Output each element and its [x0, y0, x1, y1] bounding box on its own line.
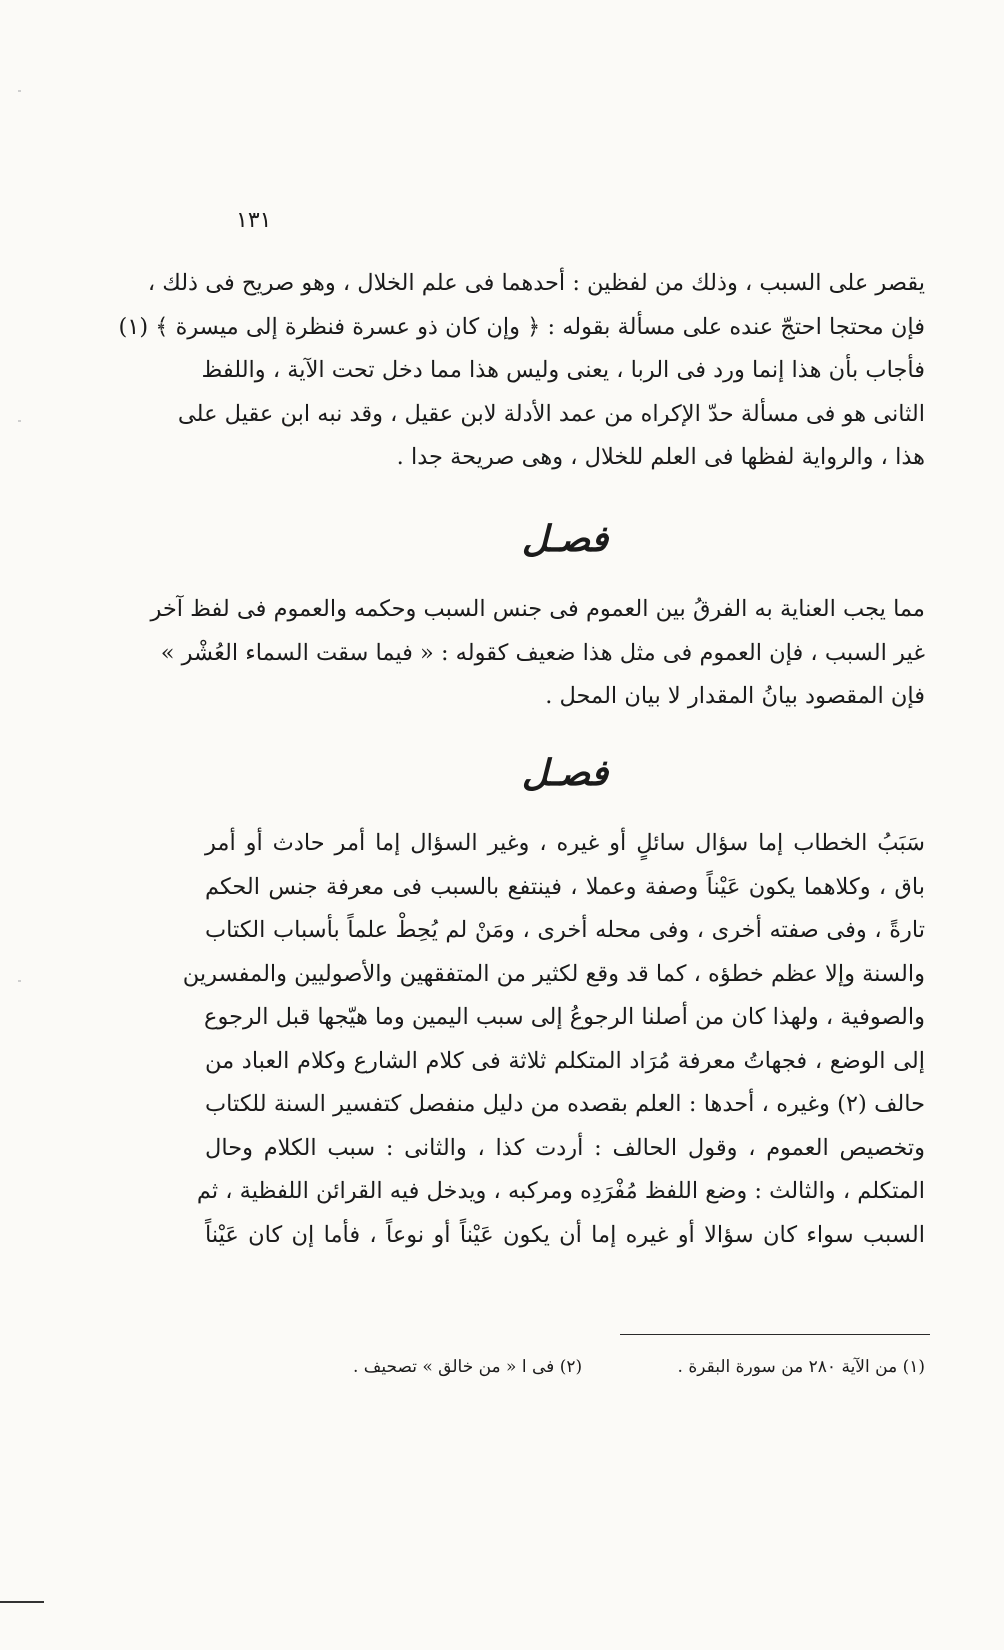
text-line: فأجاب بأن هذا إنما ورد فى الربا ، يعنى وليس هذا مما دخل تحت الآية ، واللفظ	[201, 357, 925, 383]
text-line: يقصر على السبب ، وذلك من لفظين : أحدهما فى علم الخلال ، وهو صريح فى ذلك ،	[147, 270, 925, 296]
text-line: هذا ، والرواية لفظها فى العلم للخلال ، وهى صريحة جدا .	[396, 444, 925, 470]
text-line: غير السبب ، فإن العموم فى مثل هذا ضعيف كقوله : « فيما سقت السماء العُشْر »	[160, 639, 925, 666]
text-line: تارةً ، وفى صفته أخرى ، وفى محله أخرى ، ومَنْ لم يُحِطْ علماً بأسباب الكتاب	[205, 917, 925, 943]
text-line: فإن محتجا احتجّ عنده على مسألة بقوله : ﴿ وإن كان ذو عسرة فنظرة إلى ميسرة ﴾ (١)	[118, 313, 925, 340]
text-line: فإن المقصود بيانُ المقدار لا بيان المحل .	[545, 683, 925, 709]
footnote-divider	[620, 1334, 930, 1335]
footnote-1: (١) من الآية ٢٨٠ من سورة البقرة .	[677, 1357, 925, 1377]
scan-edge-mark	[0, 1601, 44, 1603]
text-line: السبب سواء كان سؤالا أو غيره إما أن يكون عَيْناً أو نوعاً ، فأما إن كان عَيْناً	[205, 1221, 925, 1248]
section-heading: فصـل	[521, 518, 609, 560]
scan-edge-specks	[18, 980, 21, 982]
scan-edge-specks	[18, 90, 21, 92]
text-line: مما يجب العناية به الفرقُ بين العموم فى جنس السبب وحكمه والعموم فى لفظ آخر	[150, 596, 925, 622]
paragraph-1	[118, 262, 925, 480]
text-line: إلى الوضع ، فجهاتُ معرفة مُرَاد المتكلم ثلاثة فى كلام الشارع وكلام العباد من	[205, 1047, 925, 1074]
text-line: سَبَبُ الخطاب إما سؤال سائلٍ أو غيره ، وغير السؤال إما أمر حادث أو أمر	[205, 830, 925, 856]
paragraph-2	[150, 588, 925, 719]
footnote-2: (٢) فى ا « من خالق » تصحيف .	[352, 1357, 583, 1377]
text-line: والصوفية ، ولهذا كان من أصلنا الرجوعُ إلى سبب اليمين وما هيّجها قبل الرجوع	[204, 1004, 925, 1030]
text-line: باق ، وكلاهما يكون عَيْناً وصفة وعملا ، فينتفع بالسبب فى معرفة جنس الحكم	[205, 873, 925, 900]
text-line: المتكلم ، والثالث : وضع اللفظ مُفْرَدِه ومركبه ، ويدخل فيه القرائن اللفظية ، ثم	[196, 1178, 925, 1204]
section-heading: فصـل	[521, 752, 609, 794]
text-line: الثانى هو فى مسألة حدّ الإكراه من عمد الأدلة لابن عقيل ، وقد نبه ابن عقيل على	[177, 400, 925, 427]
page-number: ١٣١	[236, 208, 272, 233]
footnotes	[205, 1352, 925, 1382]
text-line: والسنة وإلا عظم خطؤه ، كما قد وقع لكثير من المتفقهين والأصوليين والمفسرين	[182, 960, 925, 987]
text-line: وتخصيص العموم ، وقول الحالف : أردت كذا ، والثانى : سبب الكلام وحال	[205, 1134, 925, 1161]
scan-edge-specks	[18, 420, 21, 422]
paragraph-3	[182, 822, 925, 1257]
text-line: حالف (٢) وغيره ، أحدها : العلم بقصده من دليل منفصل كتفسير السنة للكتاب	[205, 1091, 925, 1117]
